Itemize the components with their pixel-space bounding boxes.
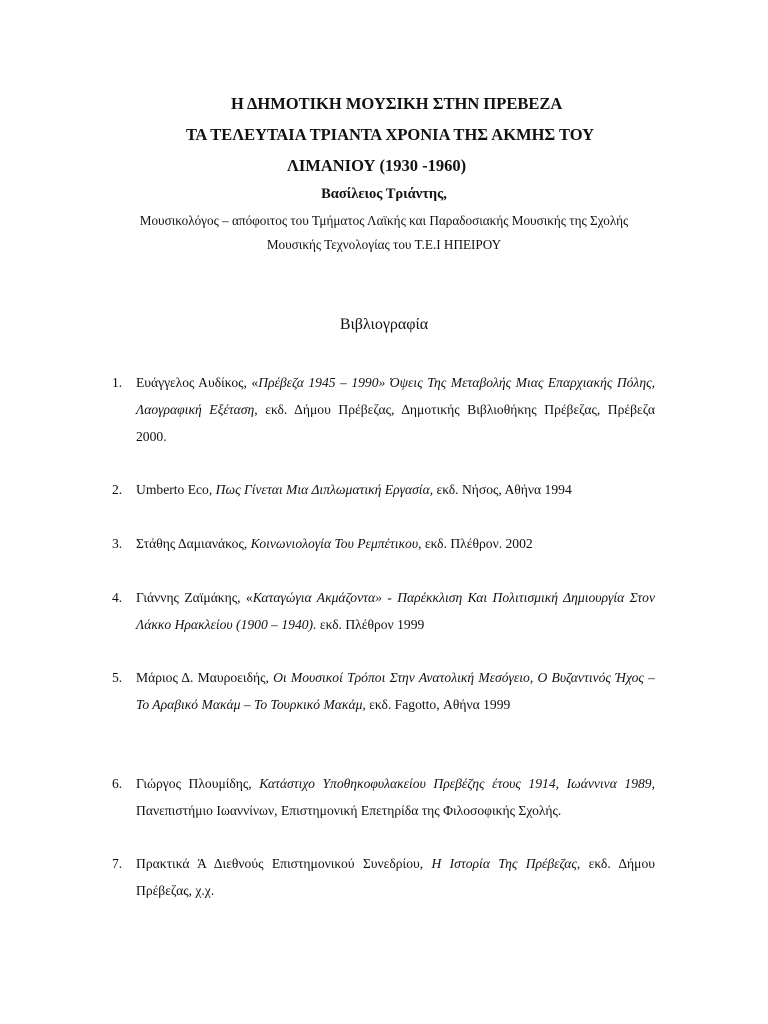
item-publisher: , εκδ. Δήμου Πρέβεζας, χ.χ. [136, 856, 655, 898]
item-number: 2. [112, 482, 123, 497]
item-text [136, 369, 655, 450]
item-publisher: , εκδ. Δήμου Πρέβεζας, Δημοτικής Βιβλιοθήκης Πρέβεζας, Πρέβεζα 2000. [136, 402, 655, 444]
item-title: Πρέβεζα 1945 – 1990» Όψεις Της Μεταβολής Μιας Επαρχιακής Πόλης, Λαογραφική Εξέταση [136, 375, 655, 417]
item-number: 3. [112, 536, 123, 551]
item-author: Γιάννης Ζαϊμάκης, « [136, 590, 253, 605]
item-text [136, 850, 655, 904]
author-affiliation-line-1: Μουσικολόγος – απόφοιτος του Τμήματος Λαϊκής και Παραδοσιακής Μουσικής της Σχολής [139, 213, 629, 228]
item-title: Κοινωνιολογία Του Ρεμπέτικου, [250, 536, 422, 551]
bibliography-item [112, 584, 655, 638]
item-title: Η Ιστορία Της Πρέβεζας [431, 856, 577, 871]
title-line-1: Η ΔΗΜΟΤΙΚΗ ΜΟΥΣΙΚΗ ΣΤΗΝ ΠΡΕΒΕΖΑ [231, 94, 563, 113]
item-author: Ευάγγελος Αυδίκος, « [136, 375, 259, 390]
author-affiliation-line-2: Μουσικής Τεχνολογίας του Τ.Ε.Ι ΗΠΕΙΡΟΥ [266, 237, 502, 252]
item-publisher: εκδ. Πλέθρον 1999 [316, 617, 425, 632]
item-title: Καταγώγια Ακμάζοντα» - Παρέκκλιση Και Πολιτισμική Δημιουργία Στον Λάκκο Ηρακλείου (1900 – 1940). [136, 590, 655, 632]
item-author: Γιώργος Πλουμίδης, [136, 776, 260, 791]
title-line-2: ΤΑ ΤΕΛΕΥΤΑΙΑ ΤΡΙΑΝΤΑ ΧΡΟΝΙΑ ΤΗΣ ΑΚΜΗΣ ΤΟΥ [186, 125, 595, 144]
item-text [136, 770, 655, 824]
bibliography-item [112, 530, 655, 557]
item-number: 7. [112, 856, 123, 871]
item-text [136, 584, 655, 638]
bibliography-item [112, 369, 655, 450]
item-author: Umberto Eco, [136, 482, 216, 497]
author-name: Βασίλειος Τριάντης, [321, 186, 447, 202]
bibliography-heading: Βιβλιογραφία [339, 316, 429, 333]
bibliography-item [112, 850, 655, 904]
item-publisher: , εκδ. Νήσος, Αθήνα 1994 [429, 482, 572, 497]
item-publisher: Πανεπιστήμιο Ιωαννίνων, Επιστημονική Επετηρίδα της Φιλοσοφικής Σχολής. [136, 803, 562, 818]
item-publisher: εκδ. Fagotto, Αθήνα 1999 [365, 697, 511, 712]
bibliography-item [112, 770, 655, 824]
item-author: Πρακτικά Ά Διεθνούς Επιστημονικού Συνεδρίου, [136, 856, 432, 871]
item-number: 1. [112, 375, 123, 390]
item-text [136, 476, 655, 503]
item-author: Στάθης Δαμιανάκος, [136, 536, 251, 551]
bibliography-item [112, 664, 655, 718]
item-number: 6. [112, 776, 123, 791]
title-line-3: ΛΙΜΑΝΙΟΥ (1930 -1960) [287, 156, 467, 175]
item-title: Πως Γίνεται Μια Διπλωματική Εργασία [215, 482, 430, 497]
bibliography-item [112, 476, 655, 503]
item-number: 4. [112, 590, 123, 605]
item-author: Μάριος Δ. Μαυροειδής, [136, 670, 274, 685]
item-title: Οι Μουσικοί Τρόποι Στην Ανατολική Μεσόγειο, Ο Βυζαντινός Ήχος – Το Αραβικό Μακάμ – Το Τουρκικό Μακάμ, [136, 670, 655, 712]
item-number: 5. [112, 670, 123, 685]
item-text [136, 664, 655, 718]
item-title: Κατάστιχο Υποθηκοφυλακείου Πρεβέζης έτους 1914, Ιωάννινα 1989, [259, 776, 655, 791]
item-publisher: εκδ. Πλέθρον. 2002 [421, 536, 533, 551]
item-text [136, 530, 655, 557]
